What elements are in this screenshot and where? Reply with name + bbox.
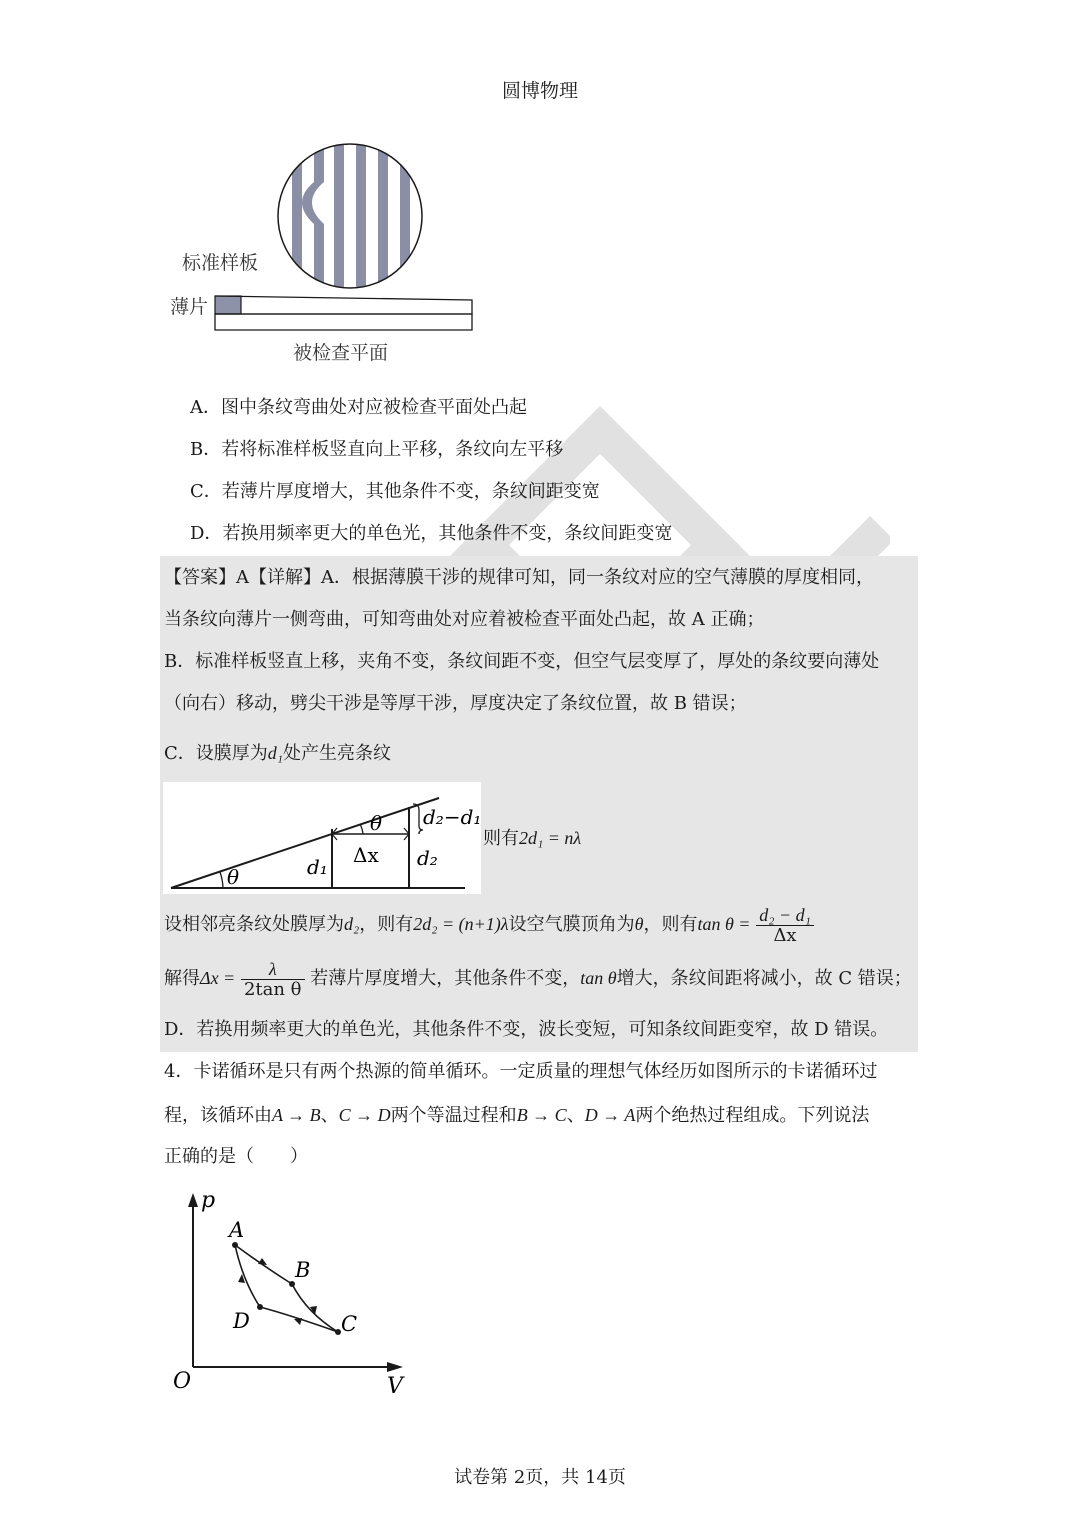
point-c-label: C [341,1312,358,1336]
carnot-pv-diagram [165,1185,415,1400]
answer-line-8: 解得Δx = $\frac{\lambda}{\text{2tan θ}}$ 若薄片厚度增大，其他条件不变，tan θ增大，条纹间距将减小，故 C 错误； [164,958,912,1000]
option-a: A．图中条纹弯曲处对应被检查平面处凸起 [190,397,527,418]
interference-figure [160,140,490,380]
fraction-tan: $\frac{\text{d₂ − d₁}}{\Delta x}$ [756,905,814,946]
page-footer: 试卷第 2页，共 14页 [454,1467,626,1488]
option-d: D．若换用频率更大的单色光，其他条件不变，条纹间距变宽 [190,523,673,544]
axis-p-label: p [201,1188,216,1213]
point-b-label: B [295,1258,311,1282]
label-dx: Δx [353,843,379,867]
point-a-label: A [229,1218,245,1242]
answer-line-4: （向右）移动，劈尖干涉是等厚干涉，厚度决定了条纹位置，故 B 错误； [164,693,747,714]
answer-line-9: D．若换用频率更大的单色光，其他条件不变，波长变短，可知条纹间距变窄，故 D 错误。 [164,1019,889,1040]
answer-eq-1: 则有2d₁ = nλ [483,828,582,849]
question-4-line-3: 正确的是（ ） [164,1146,308,1167]
question-4-line-1: 4．卡诺循环是只有两个热源的简单循环。一定质量的理想气体经历如图所示的卡诺循环过 [164,1061,878,1082]
label-d2: d₂ [417,846,438,870]
axis-v-label: V [387,1374,403,1399]
answer-line-1: 【答案】A【详解】A．根据薄膜干涉的规律可知，同一条纹对应的空气薄膜的厚度相同， [164,567,874,588]
wedge-figure [163,782,481,894]
angle-theta-1: θ [227,865,240,889]
question-4-line-2: 程，该循环由A → B、C → D两个等温过程和B → C、D → A两个绝热过程组成。下列说法 [164,1105,870,1126]
page-header-title: 圆博物理 [501,80,578,102]
label-d1: d₁ [307,855,328,879]
fringe-stripes [260,140,440,300]
answer-line-5: C．设膜厚为d₁处产生亮条纹 [164,743,392,764]
label-d2-minus-d1: d₂−d₁ [423,805,481,829]
option-b: B．若将标准样板竖直向上平移，条纹向左平移 [190,439,564,460]
fraction-dx: $\frac{\lambda}{\text{2tan θ}}$ [241,959,305,1000]
thin-sheet [215,296,241,314]
option-c: C．若薄片厚度增大，其他条件不变，条纹间距变宽 [190,481,600,502]
point-d-label: D [233,1309,250,1333]
label-thin-sheet: 薄片 [170,296,209,318]
angle-theta-2: θ [370,811,383,835]
answer-line-3: B．标准样板竖直上移，夹角不变，条纹间距不变，但空气层变厚了，厚处的条纹要向薄处 [164,651,880,672]
answer-line-2: 当条纹向薄片一侧弯曲，可知弯曲处对应着被检查平面处凸起，故 A 正确； [164,609,765,630]
label-standard-plate: 标准样板 [182,252,259,274]
label-tested-surface: 被检查平面 [293,342,389,364]
answer-line-7: 设相邻亮条纹处膜厚为d₂，则有2d₂ = (n+1)λ设空气膜顶角为θ，则有tan θ = $\frac{\text{d₂ − d₁}}{\Delta x}$ [164,904,814,946]
origin-label: O [173,1369,192,1394]
